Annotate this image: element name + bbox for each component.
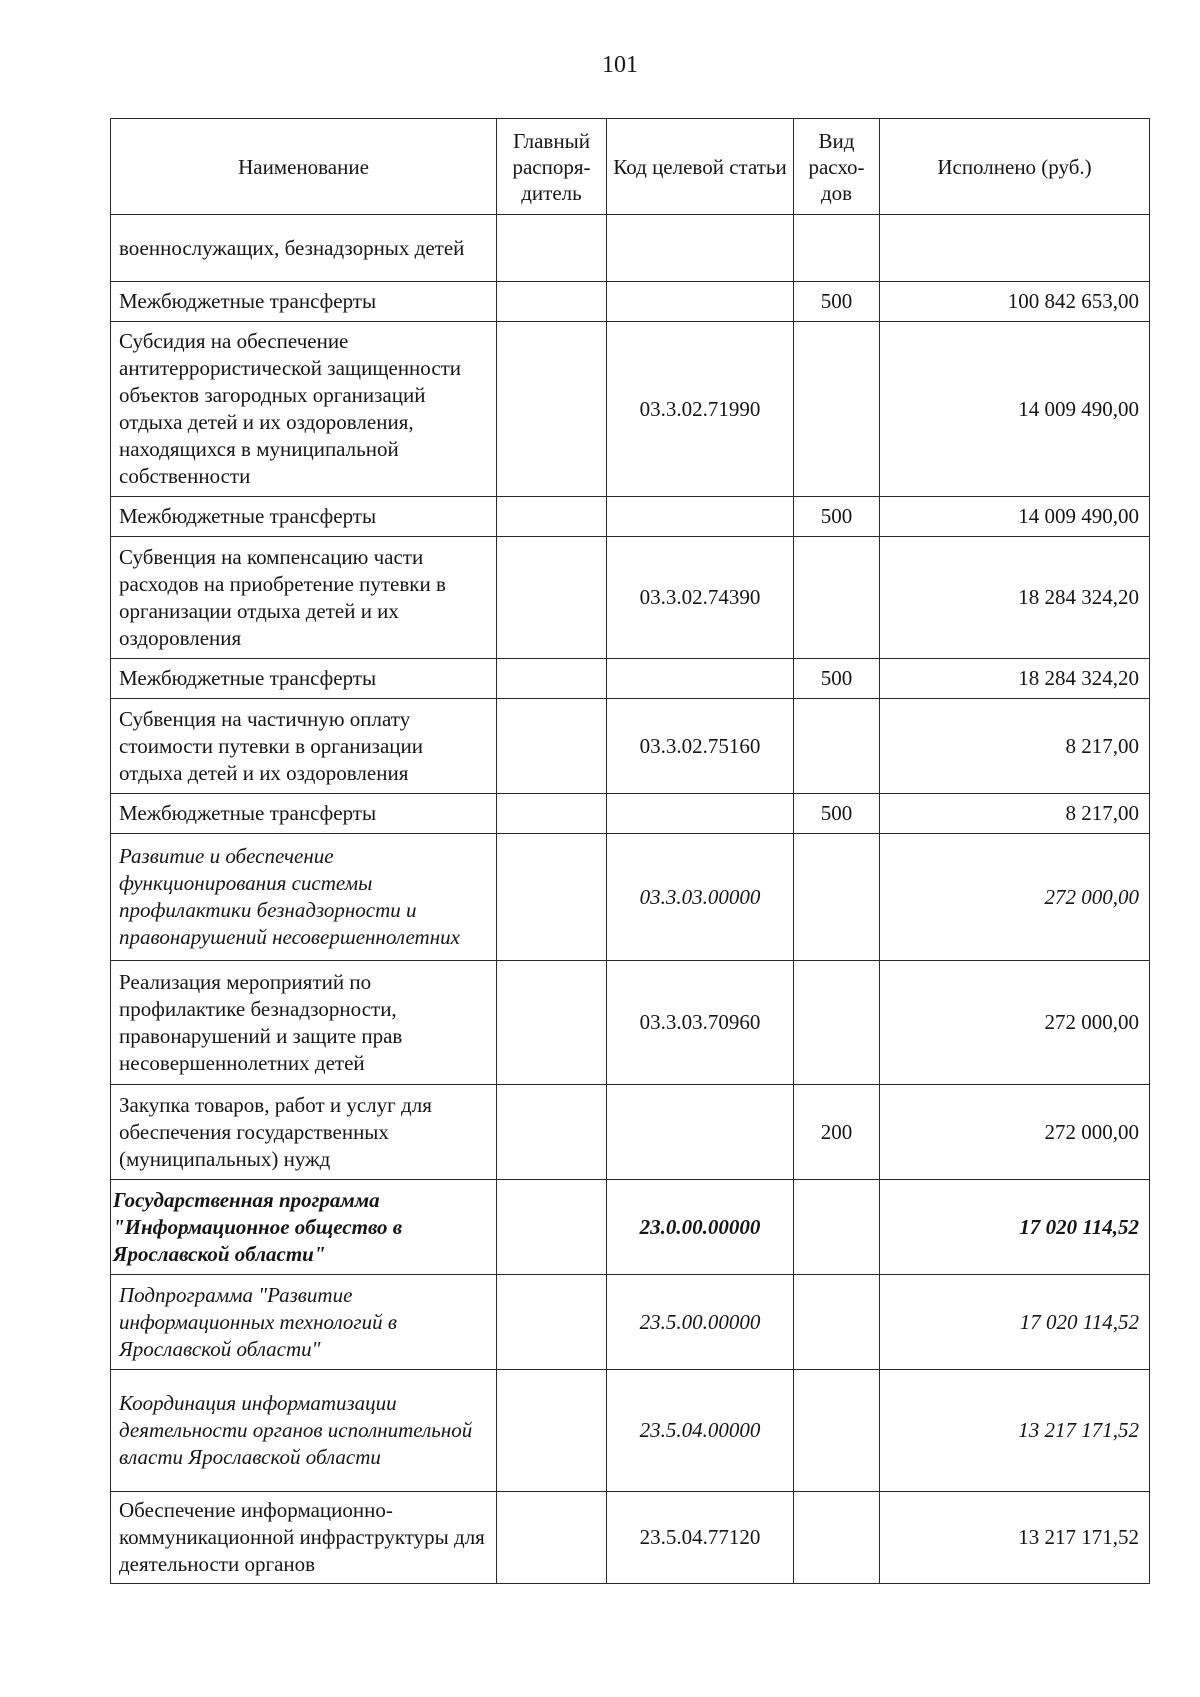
cell-sum: 14 009 490,00	[880, 322, 1150, 497]
table-row	[111, 282, 1150, 322]
cell-glavny	[497, 834, 607, 961]
cell-code: 03.3.03.70960	[607, 961, 794, 1085]
cell-sum: 18 284 324,20	[880, 659, 1150, 699]
cell-vid: 200	[794, 1085, 880, 1180]
cell-code	[607, 282, 794, 322]
cell-vid	[794, 834, 880, 961]
cell-sum: 272 000,00	[880, 1085, 1150, 1180]
cell-sum: 18 284 324,20	[880, 537, 1150, 659]
cell-name: Межбюджетные трансферты	[111, 659, 497, 699]
table-row	[111, 322, 1150, 497]
cell-code: 03.3.03.00000	[607, 834, 794, 961]
table-header-row	[111, 119, 1150, 215]
cell-sum: 8 217,00	[880, 794, 1150, 834]
cell-sum: 17 020 114,52	[880, 1275, 1150, 1370]
cell-name: Межбюджетные трансферты	[111, 282, 497, 322]
cell-glavny	[497, 282, 607, 322]
cell-vid	[794, 1492, 880, 1584]
table-row	[111, 1085, 1150, 1180]
cell-code: 03.3.02.74390	[607, 537, 794, 659]
cell-sum: 13 217 171,52	[880, 1370, 1150, 1492]
cell-vid	[794, 537, 880, 659]
cell-name: Обеспечение информационно-коммуникационной инфраструктуры для деятельности органов	[111, 1492, 497, 1584]
cell-glavny	[497, 322, 607, 497]
cell-glavny	[497, 961, 607, 1085]
table-row	[111, 794, 1150, 834]
cell-glavny	[497, 537, 607, 659]
cell-sum: 17 020 114,52	[880, 1180, 1150, 1275]
table-row	[111, 215, 1150, 282]
cell-code: 23.5.04.77120	[607, 1492, 794, 1584]
cell-glavny	[497, 215, 607, 282]
cell-code	[607, 215, 794, 282]
table-row	[111, 1370, 1150, 1492]
cell-name: Государственная программа "Информационное общество в Ярославской области"	[111, 1180, 497, 1275]
cell-sum	[880, 215, 1150, 282]
cell-glavny	[497, 1180, 607, 1275]
cell-glavny	[497, 699, 607, 794]
cell-code: 23.0.00.00000	[607, 1180, 794, 1275]
table-row	[111, 961, 1150, 1085]
cell-code: 23.5.04.00000	[607, 1370, 794, 1492]
cell-vid	[794, 961, 880, 1085]
table-row	[111, 699, 1150, 794]
cell-glavny	[497, 794, 607, 834]
cell-code	[607, 1085, 794, 1180]
cell-sum: 272 000,00	[880, 834, 1150, 961]
cell-code: 03.3.02.75160	[607, 699, 794, 794]
cell-vid	[794, 1275, 880, 1370]
cell-code: 23.5.00.00000	[607, 1275, 794, 1370]
cell-glavny	[497, 1370, 607, 1492]
table-row	[111, 1180, 1150, 1275]
cell-vid: 500	[794, 794, 880, 834]
cell-vid	[794, 1370, 880, 1492]
cell-sum: 8 217,00	[880, 699, 1150, 794]
cell-sum: 272 000,00	[880, 961, 1150, 1085]
cell-code	[607, 794, 794, 834]
cell-vid: 500	[794, 659, 880, 699]
cell-name: Подпрограмма "Развитие информационных технологий в Ярославской области"	[111, 1275, 497, 1370]
cell-name: Субвенция на компенсацию части расходов на приобретение путевки в организации отдыха детей и их оздоровления	[111, 537, 497, 659]
cell-name: Развитие и обеспечение функционирования системы профилактики безнадзорности и правонарушений несовершеннолетних	[111, 834, 497, 961]
cell-vid	[794, 322, 880, 497]
cell-name: Субвенция на частичную оплату стоимости путевки в организации отдыха детей и их оздоровления	[111, 699, 497, 794]
cell-sum: 14 009 490,00	[880, 497, 1150, 537]
cell-vid: 500	[794, 497, 880, 537]
table-row	[111, 834, 1150, 961]
cell-glavny	[497, 1085, 607, 1180]
cell-name: Межбюджетные трансферты	[111, 497, 497, 537]
cell-code	[607, 659, 794, 699]
header-vid: Вид расхо-дов	[794, 119, 880, 215]
cell-glavny	[497, 659, 607, 699]
header-glavny: Главный распоря-дитель	[497, 119, 607, 215]
cell-sum: 13 217 171,52	[880, 1492, 1150, 1584]
header-ispolneno: Исполнено (руб.)	[880, 119, 1150, 215]
cell-name: Закупка товаров, работ и услуг для обеспечения государственных (муниципальных) нужд	[111, 1085, 497, 1180]
table-row	[111, 659, 1150, 699]
cell-name: Межбюджетные трансферты	[111, 794, 497, 834]
cell-vid: 500	[794, 282, 880, 322]
cell-name: Координация информатизации деятельности органов исполнительной власти Ярославской области	[111, 1370, 497, 1492]
header-kod: Код целевой статьи	[607, 119, 794, 215]
header-name: Наименование	[111, 119, 497, 215]
cell-glavny	[497, 1492, 607, 1584]
budget-table	[110, 118, 1150, 1584]
table-row	[111, 497, 1150, 537]
table-row	[111, 537, 1150, 659]
cell-sum: 100 842 653,00	[880, 282, 1150, 322]
cell-name: Субсидия на обеспечение антитеррористической защищенности объектов загородных организаций отдыха детей и их оздоровления, находящихся в муниципальной собственности	[111, 322, 497, 497]
cell-vid	[794, 1180, 880, 1275]
cell-code	[607, 497, 794, 537]
cell-vid	[794, 699, 880, 794]
cell-glavny	[497, 497, 607, 537]
cell-name: Реализация мероприятий по профилактике безнадзорности, правонарушений и защите прав несовершеннолетних детей	[111, 961, 497, 1085]
table-row	[111, 1492, 1150, 1584]
cell-vid	[794, 215, 880, 282]
page-number: 101	[602, 52, 638, 78]
cell-glavny	[497, 1275, 607, 1370]
cell-code: 03.3.02.71990	[607, 322, 794, 497]
cell-name: военнослужащих, безнадзорных детей	[111, 215, 497, 282]
table-row	[111, 1275, 1150, 1370]
